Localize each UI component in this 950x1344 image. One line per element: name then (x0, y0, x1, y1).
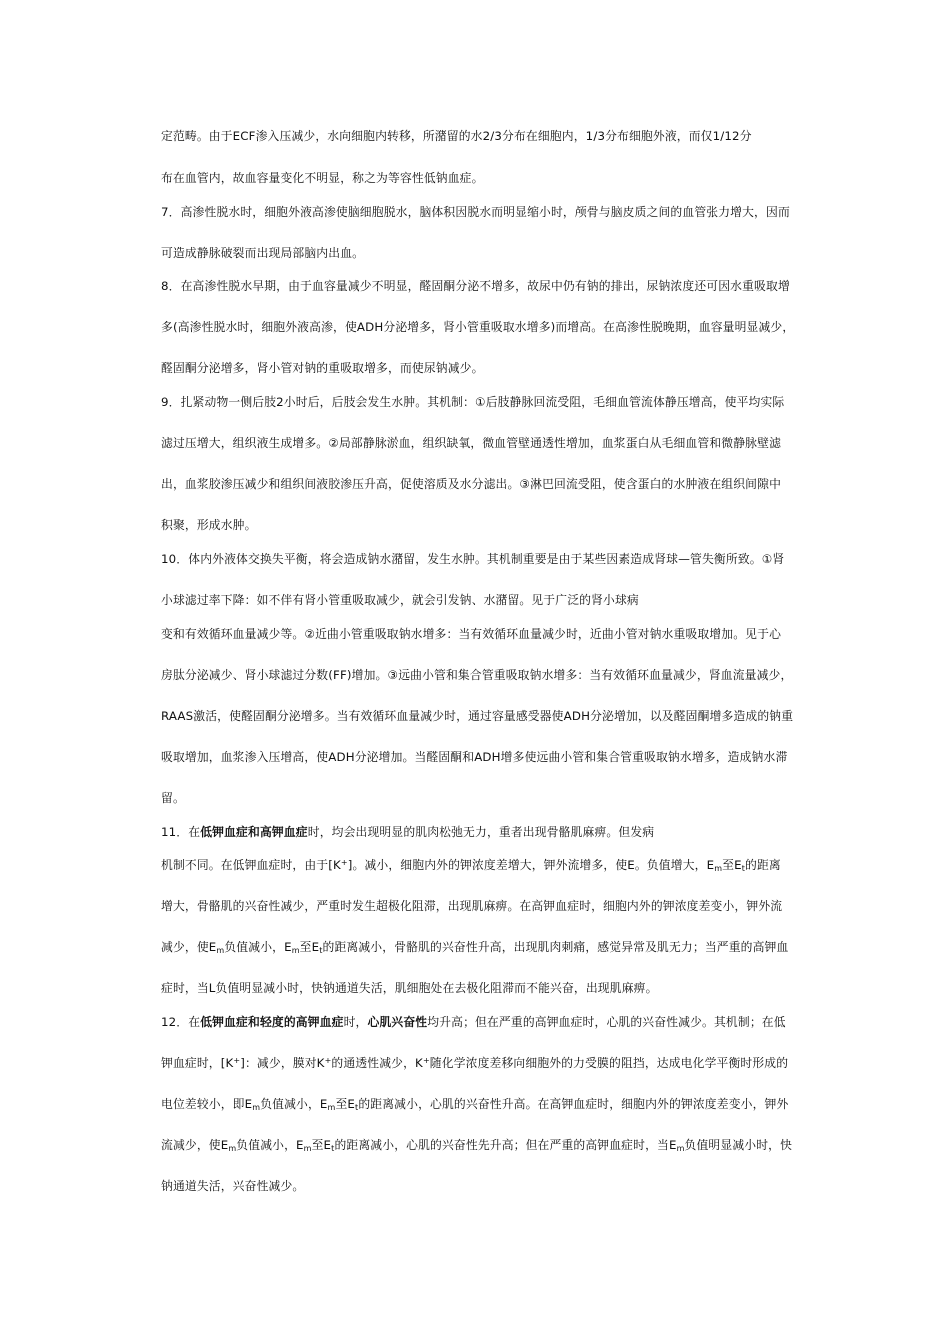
text-line (161, 1137, 792, 1153)
subscript: t (355, 1103, 359, 1112)
text-run: 流减少，使E (161, 1138, 229, 1152)
subscript: t (331, 1144, 335, 1153)
text-run: 负值明显减小时，快 (684, 1138, 793, 1152)
text-run: 机制不同。在低钾血症时，由于[K (161, 858, 341, 872)
text-run: 电位差较小，即E (161, 1097, 253, 1111)
text-line: 积聚，形成水肿。 (161, 518, 257, 532)
text-run: 至E (722, 858, 742, 872)
text-run: 减少，使E (161, 940, 217, 954)
text-line: 房肽分泌减少、肾小球滤过分数(FF)增加。③远曲小管和集合管重吸取钠水增多：当有效循环血量减少，肾血流量减少， (161, 668, 793, 682)
subscript: t (319, 946, 323, 955)
text-line: 吸取增加，血浆渗入压增高，使ADH分泌增加。当醛固酮和ADH增多使远曲小管和集合管重吸取钠水增多，造成钠水滞 (161, 750, 788, 764)
paragraph-8-line: 8．在高渗性脱水早期，由于血容量减少不明显，醛固酮分泌不增多，故尿中仍有钠的排出，尿钠浓度还可因水重吸取增 (161, 279, 790, 293)
superscript: + (340, 858, 348, 867)
text-line: 变和有效循环血量减少等。②近曲小管重吸取钠水增多：当有效循环血量减少时，近曲小管对钠水重吸取增加。见于心 (161, 627, 782, 641)
text-run: 钾血症时，[K (161, 1056, 234, 1070)
text-run: 11．在 (161, 825, 201, 839)
text-run: 负值减小，E (224, 940, 292, 954)
text-run: 负值减小，E (236, 1138, 304, 1152)
subscript: t (741, 864, 745, 873)
subscript: m (676, 1144, 685, 1153)
text-line: 增大，骨骼肌的兴奋性减少，严重时发生超极化阻滞，出现肌麻痹。在高钾血症时，细胞内外的钾浓度差变小，钾外流 (161, 899, 783, 913)
bold-term: 心肌兴奋性 (367, 1015, 428, 1029)
text-line: 留。 (161, 791, 185, 805)
text-line: 滤过压增大，组织液生成增多。②局部静脉淤血，组织缺氧，微血管壁通透性增加，血浆蛋白从毛细血管和微静脉壁滤 (161, 436, 782, 450)
subscript: m (252, 1103, 261, 1112)
text-run: 至E (299, 940, 320, 954)
paragraph-12-line (161, 1014, 786, 1030)
paragraph-11-line (161, 824, 654, 840)
superscript: + (233, 1056, 241, 1065)
text-run: 的距离 (745, 858, 781, 872)
text-run: 的距离减小，心肌的兴奋性先升高；但在严重的高钾血症时，当E (334, 1138, 677, 1152)
text-line: 小球滤过率下降：如不伴有肾小管重吸取减少，就会引发钠、水潴留。见于广泛的肾小球病 (161, 593, 639, 607)
text-line: 可造成静脉破裂而出现局部脑内出血。 (161, 246, 365, 260)
text-line: 定范畴。由于ECF渗入压减少，水向细胞内转移，所潴留的水2/3分布在细胞内，1/3分布细胞外液，而仅1/12分 (161, 129, 752, 143)
text-line: 布在血管内，故血容量变化不明显，称之为等容性低钠血症。 (161, 171, 484, 185)
subscript: m (291, 946, 300, 955)
text-run: ]。减小，细胞内外的钾浓度差增大，钾外流增多，使E。负值增大，E (347, 858, 715, 872)
bold-term: 低钾血症和高钾血症 (200, 825, 308, 839)
subscript: m (327, 1103, 336, 1112)
text-line (161, 1055, 788, 1071)
subscript: m (714, 864, 723, 873)
text-run: 至E (311, 1138, 332, 1152)
text-line: 症时，当L负值明显减小时，快钠通道失活，肌细胞处在去极化阻滞而不能兴奋，出现肌麻痹。 (161, 981, 658, 995)
text-run: 12．在 (161, 1015, 201, 1029)
text-line (161, 857, 781, 873)
text-run: 随化学浓度差移向细胞外的力受膜的阻挡，达成电化学平衡时形成的 (429, 1056, 789, 1070)
text-run: 至E (335, 1097, 356, 1111)
text-run: 的距离减小，心肌的兴奋性升高。在高钾血症时，细胞内外的钾浓度差变小，钾外 (358, 1097, 789, 1111)
paragraph-7-line: 7．高渗性脱水时，细胞外液高渗使脑细胞脱水，脑体积因脱水而明显缩小时，颅骨与脑皮质之间的血管张力增大，因而 (161, 205, 790, 219)
subscript: m (216, 946, 225, 955)
text-run: 的通透性减少，K (331, 1056, 423, 1070)
text-run: 时，均会出现明显的肌肉松弛无力，重者出现骨骼肌麻痹。但发病 (307, 825, 655, 839)
text-run: 的距离减小，骨骼肌的兴奋性升高，出现肌肉刺痛，感觉异常及肌无力；当严重的高钾血 (322, 940, 789, 954)
paragraph-10-line: 10．体内外液体交换失平衡，将会造成钠水潴留，发生水肿。其机制重要是由于某些因素造成肾球—管失衡所致。①肾 (161, 552, 785, 566)
text-line: RAAS激活，使醛固酮分泌增多。当有效循环血量减少时，通过容量感受器使ADH分泌增加，以及醛固酮增多造成的钠重 (161, 709, 794, 723)
superscript: + (422, 1056, 430, 1065)
text-line: 钠通道失活，兴奋性减少。 (161, 1179, 305, 1193)
subscript: m (228, 1144, 237, 1153)
text-line (161, 939, 788, 955)
text-line: 多(高渗性脱水时，细胞外液高渗，使ADH分泌增多，肾小管重吸取水增多)而增高。在高渗性脱晚期，血容量明显减少， (161, 320, 795, 334)
paragraph-9-line: 9．扎紧动物一侧后肢2小时后，后肢会发生水肿。其机制：①后肢静脉回流受阻，毛细血管流体静压增高，使平均实际 (161, 395, 785, 409)
text-line (161, 1096, 788, 1112)
text-run: ]：减少，膜对K (240, 1056, 325, 1070)
text-run: 时， (343, 1015, 368, 1029)
text-run: 均升高；但在严重的高钾血症时，心肌的兴奋性减少。其机制；在低 (427, 1015, 786, 1029)
subscript: m (303, 1144, 312, 1153)
text-run: 负值减小，E (260, 1097, 328, 1111)
bold-term: 低钾血症和轻度的高钾血症 (200, 1015, 344, 1029)
superscript: + (324, 1056, 332, 1065)
text-line: 醛固酮分泌增多，肾小管对钠的重吸取增多，而使尿钠减少。 (161, 361, 484, 375)
text-line: 出，血浆胶渗压减少和组织间液胶渗压升高，促使溶质及水分滤出。③淋巴回流受阻，使含蛋白的水肿液在组织间隙中 (161, 477, 782, 491)
